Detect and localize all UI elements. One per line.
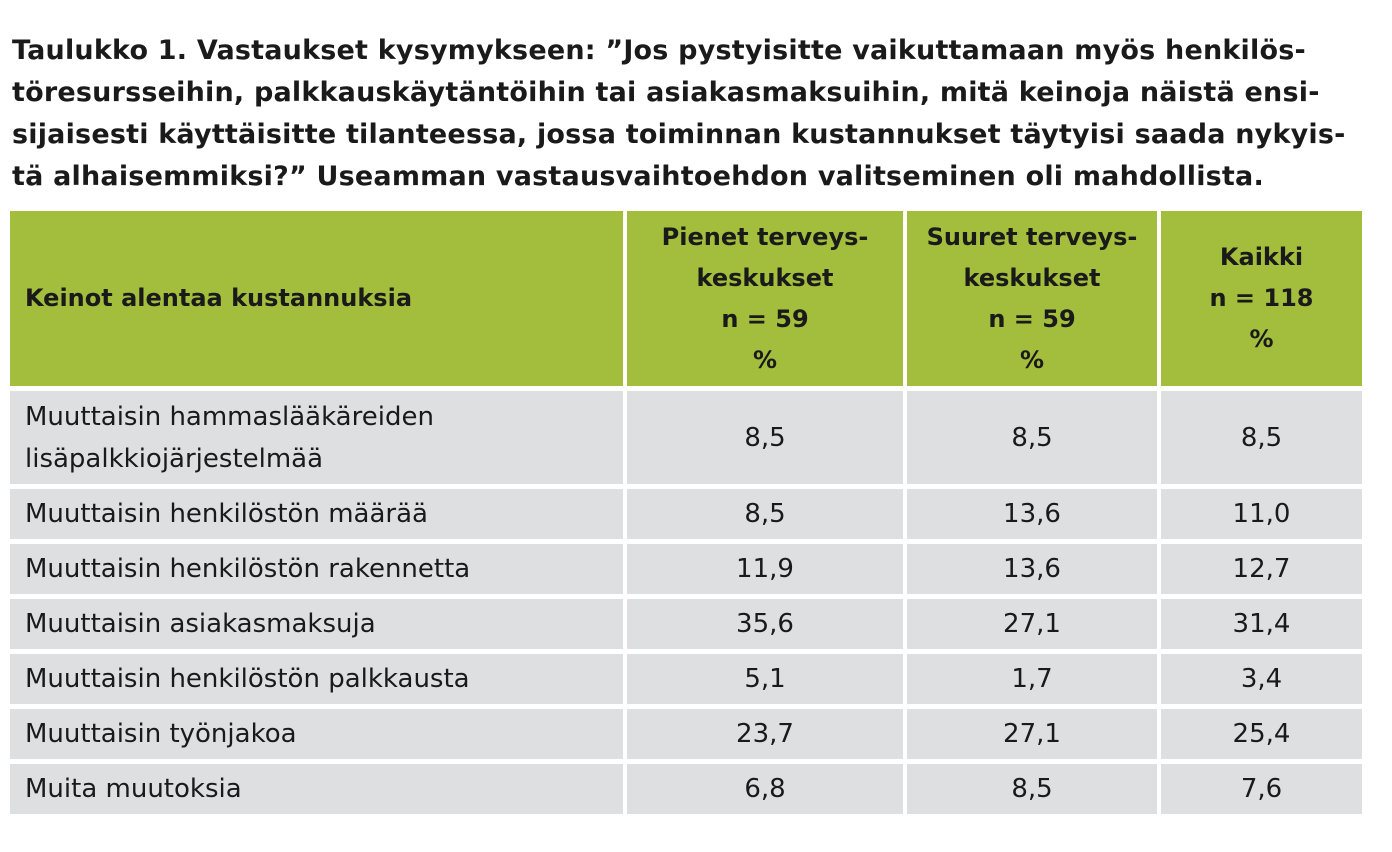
results-table [10, 211, 1362, 814]
value-cell-large: 8,5 [907, 391, 1161, 489]
row-label-cell: Muuttaisin henkilöstön määrää [10, 489, 627, 544]
value-cell-large: 13,6 [907, 544, 1161, 599]
table-caption [12, 30, 1362, 198]
table-row [10, 489, 1362, 544]
table-row [10, 599, 1362, 654]
header-line: Suuret terveys- [926, 222, 1138, 251]
value-cell-small: 11,9 [627, 544, 907, 599]
table-row [10, 544, 1362, 599]
value-cell-large: 8,5 [907, 764, 1161, 814]
header-cell-small-centers [627, 211, 907, 391]
row-label-cell: Muita muutoksia [10, 764, 627, 814]
value-cell-all: 12,7 [1161, 544, 1362, 599]
header-cell-large-centers [907, 211, 1161, 391]
header-line: n = 118 [1209, 284, 1314, 312]
header-line: keskukset [696, 263, 834, 292]
header-line: n = 59 [988, 304, 1076, 333]
row-label-cell: Muuttaisin työnjakoa [10, 709, 627, 764]
header-cell-all [1161, 211, 1362, 391]
header-line: % [1249, 325, 1274, 353]
table-row [10, 764, 1362, 814]
row-label-line: Muuttaisin hammaslääkäreiden [25, 401, 434, 432]
row-label-cell [10, 391, 627, 489]
value-cell-large: 27,1 [907, 599, 1161, 654]
row-label-line: lisäpalkkiojärjestelmää [25, 443, 324, 474]
value-cell-large: 13,6 [907, 489, 1161, 544]
caption-line: Taulukko 1. Vastaukset kysymykseen: ”Jos pystyisitte vaikuttamaan myös henkilös- [12, 35, 1306, 66]
value-cell-small: 35,6 [627, 599, 907, 654]
table-row [10, 654, 1362, 709]
value-cell-all: 3,4 [1161, 654, 1362, 709]
caption-line: töresursseihin, palkkauskäytäntöihin tai asiakasmaksuihin, mitä keinoja näistä ensi- [12, 77, 1320, 108]
value-cell-all: 11,0 [1161, 489, 1362, 544]
row-label-cell: Muuttaisin henkilöstön palkkausta [10, 654, 627, 709]
header-line: Pienet terveys- [661, 222, 869, 251]
value-cell-small: 23,7 [627, 709, 907, 764]
value-cell-all: 8,5 [1161, 391, 1362, 489]
header-line: keskukset [963, 263, 1101, 292]
table-row [10, 709, 1362, 764]
header-cell-label [10, 211, 627, 391]
caption-line: tä alhaisemmiksi?” Useamman vastausvaihtoehdon valitseminen oli mahdollista. [12, 161, 1264, 192]
row-label-cell: Muuttaisin asiakasmaksuja [10, 599, 627, 654]
value-cell-small: 6,8 [627, 764, 907, 814]
value-cell-small: 8,5 [627, 489, 907, 544]
table-header-row [10, 211, 1362, 391]
caption-line: sijaisesti käyttäisitte tilanteessa, jossa toiminnan kustannukset täytyisi saada nykyis- [12, 119, 1346, 150]
header-line: n = 59 [721, 304, 809, 333]
table-row [10, 391, 1362, 489]
value-cell-all: 7,6 [1161, 764, 1362, 814]
header-line: Kaikki [1219, 243, 1304, 271]
value-cell-large: 27,1 [907, 709, 1161, 764]
row-label-cell: Muuttaisin henkilöstön rakennetta [10, 544, 627, 599]
header-line: % [1019, 345, 1045, 374]
value-cell-all: 31,4 [1161, 599, 1362, 654]
header-line: % [752, 345, 778, 374]
value-cell-small: 8,5 [627, 391, 907, 489]
value-cell-small: 5,1 [627, 654, 907, 709]
value-cell-large: 1,7 [907, 654, 1161, 709]
header-label-text: Keinot alentaa kustannuksia [25, 284, 413, 312]
value-cell-all: 25,4 [1161, 709, 1362, 764]
